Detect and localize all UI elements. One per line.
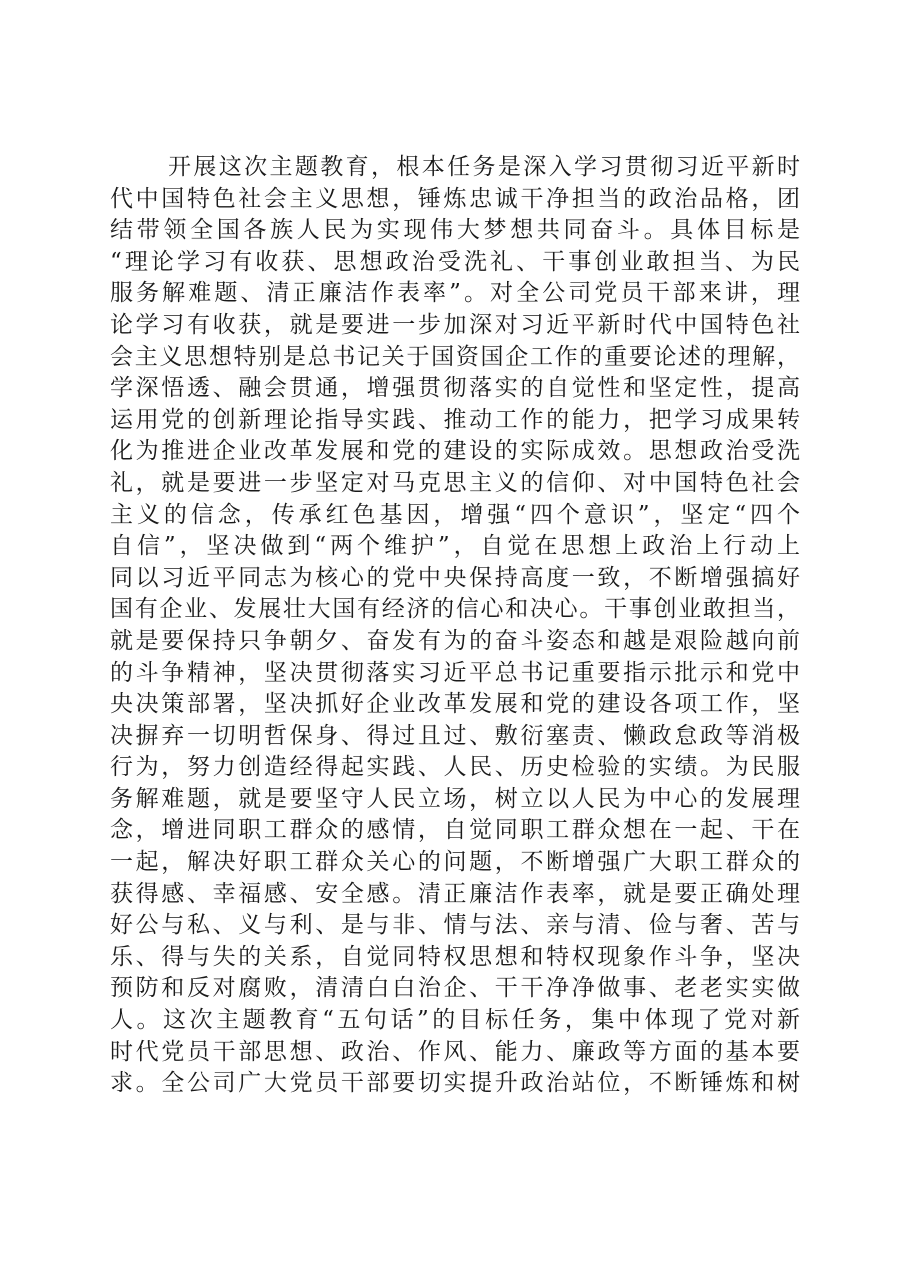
paragraph-line: 主义的信念，传承红色基因，增强“四个意识”，坚定“四个 [110,501,800,528]
paragraph-line: 好公与私、义与利、是与非、情与法、亲与清、俭与奢、苦与 [110,912,800,939]
paragraph-line: 自信”，坚决做到“两个维护”，自觉在思想上政治上行动上 [110,533,800,560]
paragraph-line: 就是要保持只争朝夕、奋发有为的奋斗姿态和越是艰险越向前 [110,627,800,654]
paragraph-line: 预防和反对腐败，清清白白治企、干干净净做事、老老实实做 [110,975,800,1002]
paragraph-line: 念，增进同职工群众的感情，自觉同职工群众想在一起、干在 [110,817,800,844]
paragraph-line: 时代党员干部思想、政治、作风、能力、廉政等方面的基本要 [110,1038,800,1065]
paragraph-line: 国有企业、发展壮大国有经济的信心和决心。干事创业敢担当， [110,596,800,623]
paragraph-line: 人。这次主题教育“五句话”的目标任务，集中体现了党对新 [110,1007,800,1034]
paragraph-line: 代中国特色社会主义思想，锤炼忠诚干净担当的政治品格，团 [110,185,800,212]
paragraph-line: 化为推进企业改革发展和党的建设的实际成效。思想政治受洗 [110,438,800,465]
paragraph-line: “理论学习有收获、思想政治受洗礼、干事创业敢担当、为民 [110,248,800,275]
paragraph-line: 的斗争精神，坚决贯彻落实习近平总书记重要指示批示和党中 [110,659,800,686]
paragraph-line: 务解难题，就是要坚守人民立场，树立以人民为中心的发展理 [110,785,800,812]
paragraph-line: 求。全公司广大党员干部要切实提升政治站位，不断锤炼和树 [110,1070,800,1097]
paragraph-line: 运用党的创新理论指导实践、推动工作的能力，把学习成果转 [110,406,800,433]
paragraph-line: 同以习近平同志为核心的党中央保持高度一致，不断增强搞好 [110,564,800,591]
paragraph-line: 获得感、幸福感、安全感。清正廉洁作表率，就是要正确处理 [110,880,800,907]
paragraph-line: 服务解难题、清正廉洁作表率”。对全公司党员干部来讲，理 [110,280,800,307]
paragraph-line: 行为，努力创造经得起实践、人民、历史检验的实绩。为民服 [110,754,800,781]
body-paragraph [110,152,800,1100]
paragraph-line: 礼，就是要进一步坚定对马克思主义的信仰、对中国特色社会 [110,469,800,496]
paragraph-line: 开展这次主题教育，根本任务是深入学习贯彻习近平新时 [168,154,800,180]
paragraph-line: 一起，解决好职工群众关心的问题，不断增强广大职工群众的 [110,849,800,876]
paragraph-line: 会主义思想特别是总书记关于国资国企工作的重要论述的理解， [110,343,800,370]
paragraph-line: 结带领全国各族人民为实现伟大梦想共同奋斗。具体目标是 [110,217,800,244]
paragraph-line: 论学习有收获，就是要进一步加深对习近平新时代中国特色社 [110,311,800,338]
paragraph-line: 乐、得与失的关系，自觉同特权思想和特权现象作斗争，坚决 [110,943,800,970]
paragraph-line: 央决策部署，坚决抓好企业改革发展和党的建设各项工作，坚 [110,691,800,718]
paragraph-line: 决摒弃一切明哲保身、得过且过、敷衍塞责、懒政怠政等消极 [110,722,800,749]
paragraph-line: 学深悟透、融会贯通，增强贯彻落实的自觉性和坚定性，提高 [110,375,800,402]
